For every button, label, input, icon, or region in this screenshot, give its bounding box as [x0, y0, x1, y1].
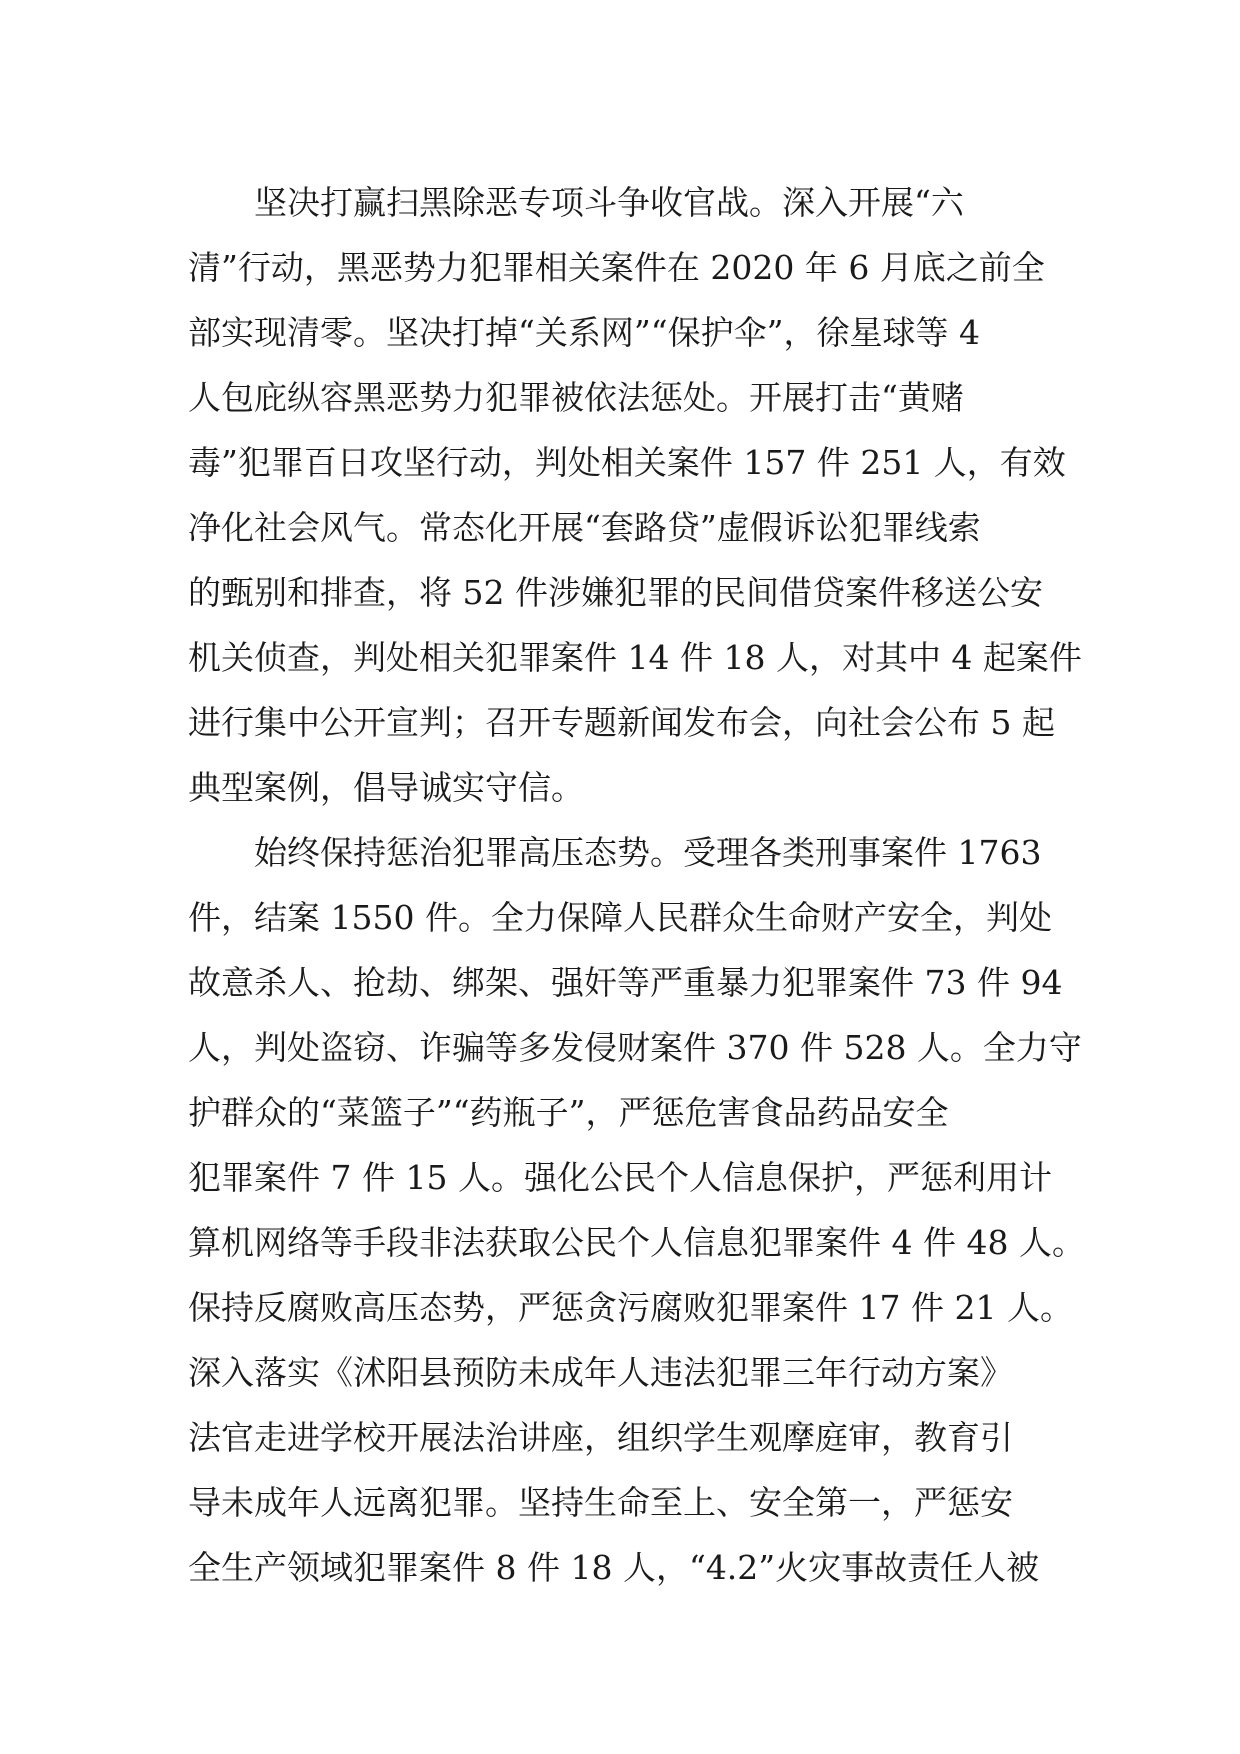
paragraph-line: 人包庇纵容黑恶势力犯罪被依法惩处。开展打击“黄赌 [188, 378, 964, 417]
paragraph-line: 保持反腐败高压态势，严惩贪污腐败犯罪案件 17 件 21 人。 [188, 1288, 1073, 1327]
paragraph-line: 典型案例，倡导诚实守信。 [188, 768, 584, 807]
paragraph-line: 进行集中公开宣判；召开专题新闻发布会，向社会公布 5 起 [188, 703, 1055, 742]
paragraph-line: 机关侦查，判处相关犯罪案件 14 件 18 人，对其中 4 起案件 [188, 638, 1082, 677]
paragraph-line: 坚决打赢扫黑除恶专项斗争收官战。深入开展“六 [254, 183, 964, 222]
paragraph-1 [188, 170, 1082, 820]
paragraph-line: 件，结案 1550 件。全力保障人民群众生命财产安全，判处 [188, 898, 1052, 937]
paragraph-line: 深入落实《沭阳县预防未成年人违法犯罪三年行动方案》 [188, 1353, 1013, 1392]
paragraph-line: 净化社会风气。常态化开展“套路贷”虚假诉讼犯罪线索 [188, 508, 981, 547]
paragraph-line: 全生产领域犯罪案件 8 件 18 人，“4.2”火灾事故责任人被 [188, 1548, 1040, 1587]
paragraph-line: 始终保持惩治犯罪高压态势。受理各类刑事案件 1763 [254, 833, 1042, 872]
paragraph-line: 算机网络等手段非法获取公民个人信息犯罪案件 4 件 48 人。 [188, 1223, 1085, 1262]
paragraph-line: 毒”犯罪百日攻坚行动，判处相关案件 157 件 251 人，有效 [188, 443, 1066, 482]
paragraph-line: 人，判处盗窃、诈骗等多发侵财案件 370 件 528 人。全力守 [188, 1028, 1082, 1067]
paragraph-line: 犯罪案件 7 件 15 人。强化公民个人信息保护，严惩利用计 [188, 1158, 1052, 1197]
document-body [188, 170, 1085, 1600]
paragraph-line: 导未成年人远离犯罪。坚持生命至上、安全第一，严惩安 [188, 1483, 1013, 1522]
paragraph-line: 的甄别和排查，将 52 件涉嫌犯罪的民间借贷案件移送公安 [188, 573, 1043, 612]
paragraph-line: 法官走进学校开展法治讲座，组织学生观摩庭审，教育引 [188, 1418, 1013, 1457]
paragraph-line: 部实现清零。坚决打掉“关系网”“保护伞”，徐星球等 4 [188, 313, 980, 352]
paragraph-line: 护群众的“菜篮子”“药瓶子”，严惩危害食品药品安全 [188, 1093, 949, 1132]
paragraph-line: 故意杀人、抢劫、绑架、强奸等严重暴力犯罪案件 73 件 94 [188, 963, 1063, 1002]
paragraph-2 [188, 820, 1085, 1600]
paragraph-line: 清”行动，黑恶势力犯罪相关案件在 2020 年 6 月底之前全 [188, 248, 1045, 287]
